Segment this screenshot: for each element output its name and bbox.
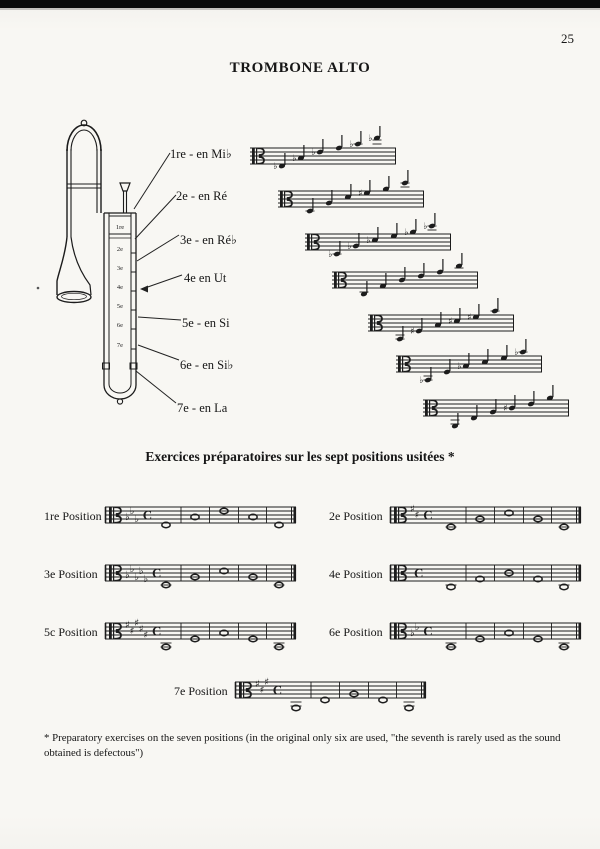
svg-text:♭: ♭: [328, 250, 333, 261]
section-heading: Exercices préparatoires sur les sept positions usitées *: [145, 449, 455, 464]
exercise-label-3e: 3e Position: [44, 567, 98, 581]
svg-text:♭: ♭: [404, 228, 409, 239]
position-label-3: 3e - en Ré♭: [180, 233, 237, 247]
svg-text:♯: ♯: [410, 504, 415, 516]
exercise-staff-4e: [388, 553, 583, 601]
scan-edge-shadow: [0, 8, 600, 10]
svg-text:♭: ♭: [143, 574, 149, 586]
svg-text:♭: ♭: [134, 514, 139, 526]
svg-text:7e: 7e: [116, 342, 124, 349]
svg-text:4e: 4e: [116, 284, 124, 291]
bell-section: [57, 120, 101, 302]
svg-text:C: C: [414, 565, 424, 581]
arrowhead: [140, 286, 148, 293]
svg-text:♯: ♯: [129, 626, 135, 638]
exercise-staff-5c: [103, 611, 298, 659]
svg-text:5e: 5e: [116, 303, 124, 310]
svg-text:♯: ♯: [503, 404, 508, 415]
pointer-lines: [134, 153, 182, 403]
svg-text:♯: ♯: [448, 317, 453, 328]
svg-text:♯: ♯: [259, 685, 265, 697]
exercise-staff-2e: [388, 495, 583, 543]
svg-text:C: C: [152, 565, 162, 581]
slide-markers: [116, 224, 124, 349]
svg-text:♭: ♭: [129, 506, 135, 518]
svg-text:♯: ♯: [138, 624, 144, 636]
position-label-1: 1re - en Mi♭: [170, 147, 232, 161]
svg-text:♭: ♭: [347, 242, 352, 253]
svg-text:♯: ♯: [414, 510, 420, 522]
harmonic-staff-7e: [421, 378, 573, 430]
bottom-knob: [117, 399, 122, 404]
svg-text:♭: ♭: [419, 376, 424, 386]
svg-text:C: C: [423, 507, 433, 523]
exercise-staff-1re: [103, 495, 298, 543]
position-label-4: 4e en Ut: [184, 271, 227, 285]
footnote-line-1: * Preparatory exercises on the seven positions (in the original only six are used, "the seventh is rarely used as the sound: [44, 732, 561, 744]
svg-text:♯: ♯: [264, 677, 270, 689]
svg-text:♭: ♭: [125, 512, 130, 524]
exercise-label-7e: 7e Position: [174, 684, 228, 698]
svg-text:♯: ♯: [358, 189, 363, 200]
svg-text:6e: 6e: [116, 322, 124, 329]
footnote: [44, 731, 572, 761]
exercise-label-2e: 2e Position: [329, 509, 383, 523]
svg-text:♭: ♭: [292, 154, 297, 165]
position-label-5: 5e - en Si: [182, 316, 230, 330]
svg-text:♭: ♭: [514, 348, 519, 359]
svg-text:♭: ♭: [366, 236, 371, 247]
mouthpiece: [120, 183, 130, 191]
svg-text:♭: ♭: [125, 570, 130, 582]
svg-text:♯: ♯: [134, 618, 140, 630]
scan-speck: [37, 287, 40, 290]
footnote-line-2: obtained is defectous"): [44, 747, 144, 759]
slide-section: [103, 183, 138, 404]
svg-text:1re: 1re: [115, 224, 125, 231]
svg-text:♭: ♭: [129, 564, 135, 576]
page-title: TROMBONE ALTO: [229, 60, 371, 76]
svg-text:♭: ♭: [273, 162, 278, 173]
svg-text:♯: ♯: [255, 679, 260, 691]
svg-text:♭: ♭: [138, 566, 144, 578]
exercise-label-5c: 5c Position: [44, 625, 98, 639]
svg-text:2e: 2e: [116, 246, 124, 253]
svg-text:♭: ♭: [349, 140, 354, 151]
position-label-6: 6e - en Si♭: [180, 358, 234, 372]
svg-text:♯: ♯: [125, 620, 130, 632]
svg-text:♯: ♯: [410, 327, 415, 338]
svg-text:♭: ♭: [368, 134, 373, 145]
page-number: 25: [561, 31, 574, 46]
position-label-7: 7e - en La: [177, 401, 228, 415]
exercise-staff-6e: [388, 611, 583, 659]
svg-text:♭: ♭: [457, 362, 462, 373]
svg-text:C: C: [272, 682, 283, 698]
svg-text:3e: 3e: [116, 265, 124, 272]
exercise-label-4e: 4e Position: [329, 567, 383, 581]
svg-text:C: C: [142, 507, 153, 523]
svg-text:♭: ♭: [311, 148, 316, 159]
exercise-label-6e: 6e Position: [329, 625, 383, 639]
svg-text:♭: ♭: [414, 622, 420, 634]
svg-text:♯: ♯: [467, 313, 472, 324]
svg-text:♭: ♭: [410, 628, 415, 640]
exercise-staff-7e: [233, 670, 428, 718]
scan-edge-bar: [0, 0, 600, 8]
svg-text:♭: ♭: [134, 572, 139, 584]
svg-text:C: C: [423, 623, 433, 639]
svg-text:♭: ♭: [423, 222, 428, 233]
svg-text:C: C: [152, 623, 162, 639]
position-label-2: 2e - en Ré: [176, 189, 228, 203]
exercise-label-1re: 1re Position: [44, 509, 102, 523]
exercise-staff-3e: [103, 553, 298, 601]
svg-text:♯: ♯: [143, 630, 149, 642]
bell-flare: [57, 237, 67, 295]
